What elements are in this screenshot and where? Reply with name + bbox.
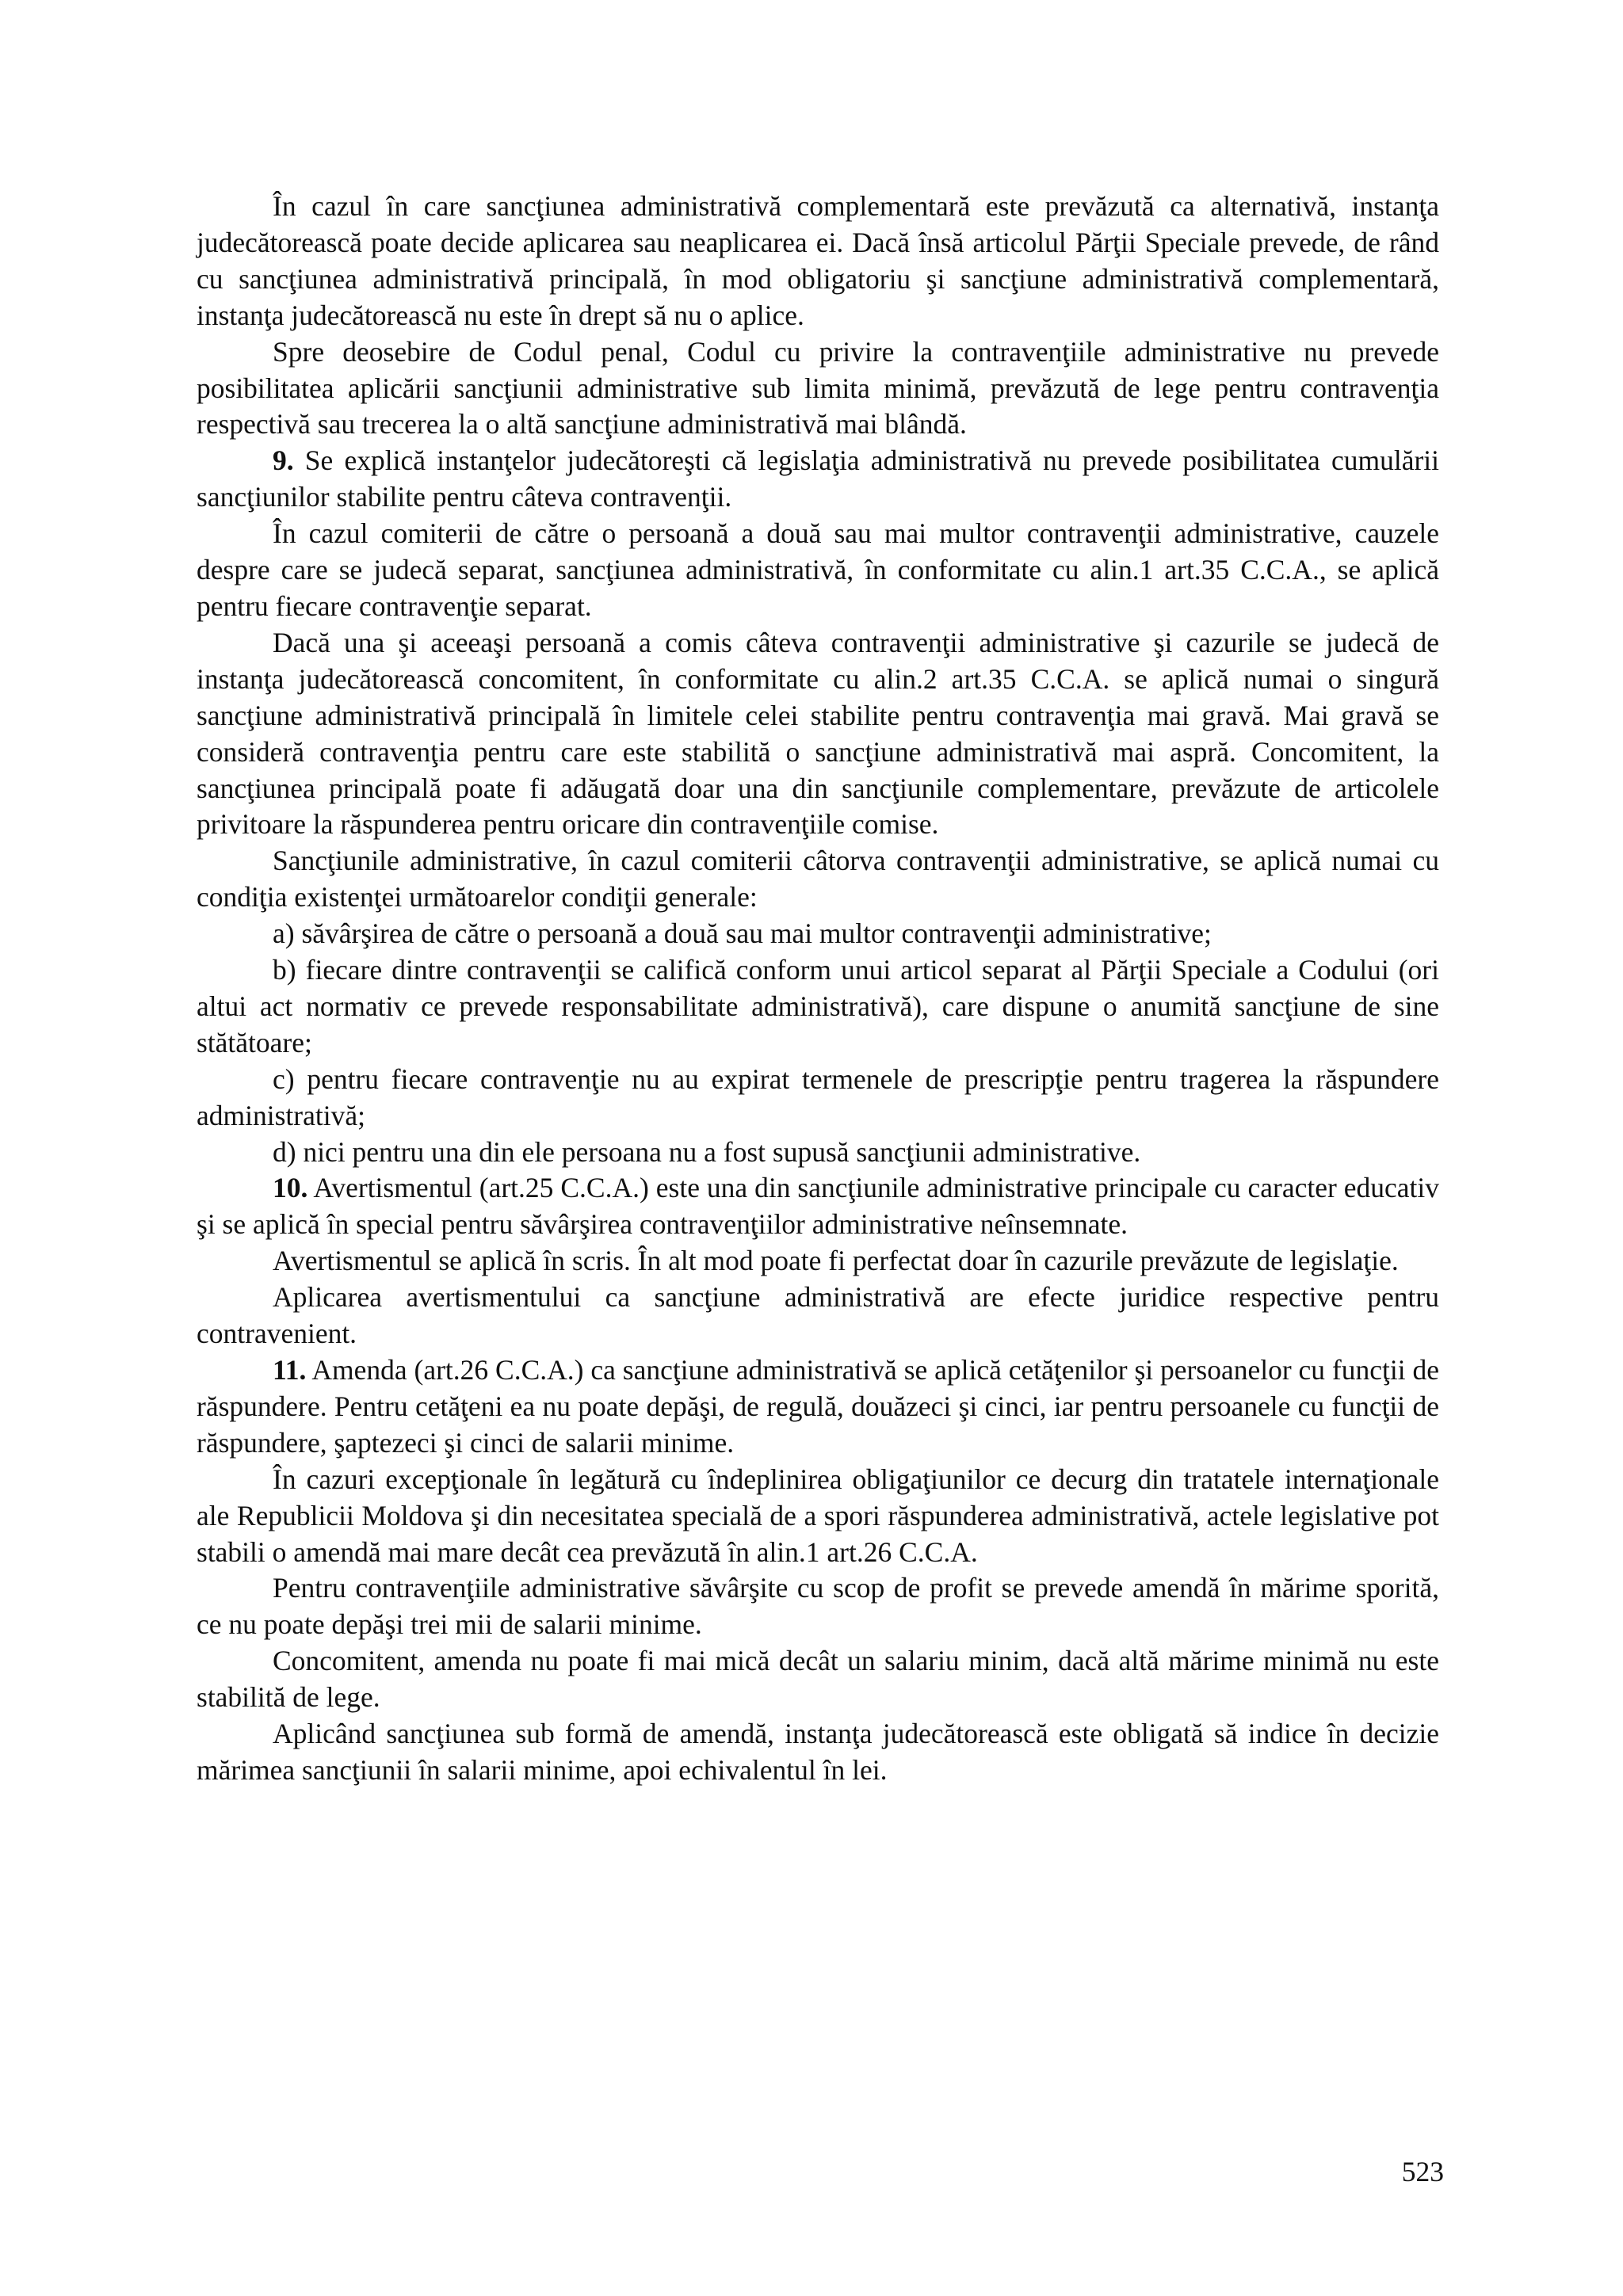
- paragraph: [197, 1643, 1439, 1716]
- paragraph-number: 10.: [273, 1172, 308, 1204]
- paragraph-text: Sancţiunile administrative, în cazul comiterii câtorva contravenţii administrative, se aplică numai cu condiţia existenţei următoarelor condiţii generale:: [197, 845, 1439, 913]
- paragraph-text: Amenda (art.26 C.C.A.) ca sancţiune administrativă se aplică cetăţenilor şi persoanelor cu funcţii de răspundere. Pentru cetăţeni ea nu poate depăşi, de regulă, douăzeci şi cinci, iar pentru persoanele cu funcţii de răspundere, şaptezeci şi cinci de salarii minime.: [197, 1354, 1439, 1459]
- paragraph-text: d) nici pentru una din ele persoana nu a fost supusă sancţiunii administrative.: [273, 1135, 1141, 1168]
- paragraph-text: Avertismentul se aplică în scris. În alt mod poate fi perfectat doar în cazurile prevăzute de legislaţie.: [273, 1245, 1399, 1277]
- paragraph-text: b) fiecare dintre contravenţii se califică conform unui articol separat al Părţii Speciale a Codului (ori altui act normativ ce prevede responsabilitate administrativă), care dispune o anumită sancţiune de sine stătătoare;: [197, 954, 1439, 1058]
- paragraph-number: 11.: [273, 1354, 307, 1386]
- paragraph: [197, 1170, 1439, 1243]
- paragraph-text: Se explică instanţelor judecătoreşti că legislaţia administrativă nu prevede posibilitatea cumulării sancţiunilor stabilite pentru câteva contravenţii.: [197, 444, 1439, 513]
- paragraph: [197, 1062, 1439, 1135]
- paragraph-text: Aplicând sancţiunea sub formă de amendă, instanţa judecătorească este obligată să indice în decizie mărimea sancţiunii în salarii minime, apoi echivalentul în lei.: [197, 1718, 1439, 1786]
- paragraph-text: Pentru contravenţiile administrative săvârşite cu scop de profit se prevede amendă în mărime sporită, ce nu poate depăşi trei mii de salarii minime.: [197, 1572, 1439, 1641]
- paragraph-text: Aplicarea avertismentului ca sancţiune administrativă are efecte juridice respective pentru contravenient.: [197, 1281, 1439, 1350]
- paragraph: [197, 443, 1439, 516]
- paragraph: [197, 1716, 1439, 1789]
- paragraph: [197, 1135, 1439, 1171]
- paragraph-text: Dacă una şi aceeaşi persoană a comis câteva contravenţii administrative şi cazurile se judecă de instanţa judecătorească concomitent, în conformitate cu alin.2 art.35 C.C.A. se aplică numai o singură sancţiune administrativă principală în limitele celei stabilite pentru contravenţia mai gravă. Mai gravă se consideră contravenţia pentru care este stabilită o sancţiune administrativă mai aspră. Concomitent, la sancţiunea principală poate fi adăugată doar una din sancţiunile complementare, prevăzute de articolele privitoare la răspunderea pentru oricare din contravenţiile comise.: [197, 626, 1439, 841]
- paragraph: [197, 1243, 1439, 1280]
- paragraph: [197, 625, 1439, 843]
- paragraph-text: Spre deosebire de Codul penal, Codul cu privire la contravenţiile administrative nu prevede posibilitatea aplicării sancţiunii administrative sub limita minimă, prevăzută de lege pentru contravenţia respectivă sau trecerea la o altă sancţiune administrativă mai blândă.: [197, 335, 1439, 441]
- paragraph: [197, 1462, 1439, 1571]
- paragraph: [197, 334, 1439, 444]
- paragraph: [197, 189, 1439, 334]
- paragraph: [197, 1280, 1439, 1352]
- document-body: [197, 189, 1439, 1789]
- page-number: 523: [1401, 2156, 1444, 2187]
- paragraph-text: În cazul în care sancţiunea administrativă complementară este prevăzută ca alternativă, instanţa judecătorească poate decide aplicarea sau neaplicarea ei. Dacă însă articolul Părţii Speciale prevede, de rând cu sancţiunea administrativă principală, în mod obligatoriu şi sancţiune administrativă complementară, instanţa judecătorească nu este în drept să nu o aplice.: [197, 190, 1439, 331]
- paragraph-text: a) săvârşirea de către o persoană a două sau mai multor contravenţii administrative;: [273, 917, 1212, 950]
- paragraph: [197, 916, 1439, 952]
- paragraph: [197, 1352, 1439, 1462]
- paragraph-text: Concomitent, amenda nu poate fi mai mică decât un salariu minim, dacă altă mărime minimă nu este stabilită de lege.: [197, 1645, 1439, 1714]
- paragraph-text: În cazul comiterii de către o persoană a două sau mai multor contravenţii administrative, cauzele despre care se judecă separat, sancţiunea administrativă, în conformitate cu alin.1 art.35 C.C.A., se aplică pentru fiecare contravenţie separat.: [197, 517, 1439, 622]
- paragraph: [197, 516, 1439, 625]
- paragraph: [197, 1570, 1439, 1643]
- paragraph: [197, 843, 1439, 916]
- paragraph: [197, 952, 1439, 1062]
- paragraph-text: c) pentru fiecare contravenţie nu au expirat termenele de prescripţie pentru tragerea la răspundere administrativă;: [197, 1062, 1439, 1131]
- paragraph-number: 9.: [273, 444, 294, 477]
- paragraph-text: Avertismentul (art.25 C.C.A.) este una din sancţiunile administrative principale cu caracter educativ şi se aplică în special pentru săvârşirea contravenţiilor administrative neînsemnate.: [197, 1172, 1439, 1241]
- paragraph-text: În cazuri excepţionale în legătură cu îndeplinirea obligaţiunilor ce decurg din tratatele internaţionale ale Republicii Moldova şi din necesitatea specială de a spori răspunderea administrativă, actele legislative pot stabili o amendă mai mare decât cea prevăzută în alin.1 art.26 C.C.A.: [197, 1463, 1439, 1568]
